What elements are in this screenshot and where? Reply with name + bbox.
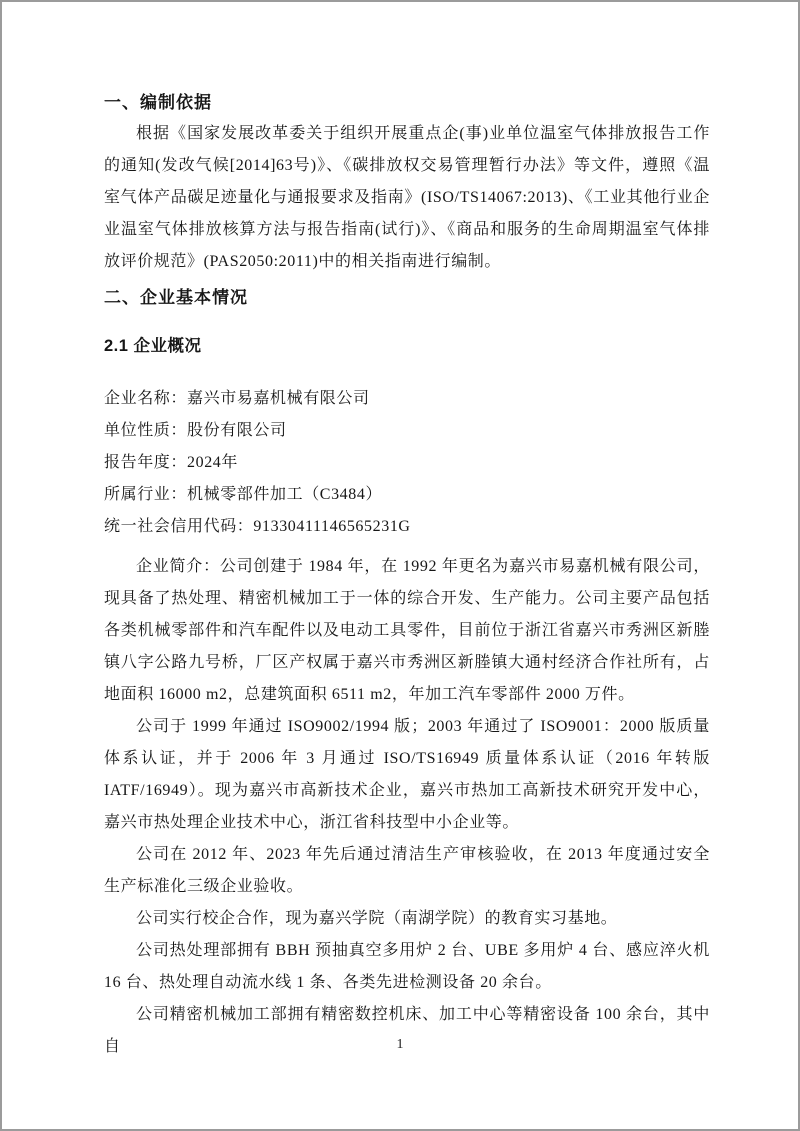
- company-name-line: 企业名称：嘉兴市易嘉机械有限公司: [104, 390, 370, 407]
- section-heading-basis: 一、编制依据: [104, 93, 212, 112]
- paragraph-certifications: 公司于 1999 年通过 ISO9002/1994 版；2003 年通过了 ISO9001：2000 版质量体系认证，并于 2006 年 3 月通过 ISO/TS16949 质量体系认证（2016 年转版 IATF/16949）。现为嘉兴市高新技术企业，嘉兴市热加工高新技术研究开发中心，嘉兴市热处理企业技术中心，浙江省科技型中小企业等。: [104, 718, 710, 831]
- company-info-block: [104, 383, 710, 543]
- section-heading-company-basics: 二、企业基本情况: [104, 288, 248, 307]
- paragraph-school-cooperation: 公司实行校企合作，现为嘉兴学院（南湖学院）的教育实习基地。: [136, 910, 618, 927]
- industry-line: 所属行业：机械零部件加工（C3484）: [104, 486, 383, 503]
- report-year-line: 报告年度：2024年: [104, 454, 239, 471]
- paragraph-heat-treatment-equipment: 公司热处理部拥有 BBH 预抽真空多用炉 2 台、UBE 多用炉 4 台、感应淬火机 16 台、热处理自动流水线 1 条、各类先进检测设备 20 余台。: [104, 942, 710, 991]
- company-nature-line: 单位性质：股份有限公司: [104, 422, 287, 439]
- paragraph-basis: 根据《国家发展改革委关于组织开展重点企(事)业单位温室气体排放报告工作的通知(发改气候[2014]63号)》、《碳排放权交易管理暂行办法》等文件，遵照《温室气体产品碳足迹量化与通报要求及指南》(ISO/TS14067:2013)、《工业其他行业企业温室气体排放核算方法与报告指南(试行)》、《商品和服务的生命周期温室气体排放评价规范》(PAS2050:2011)中的相关指南进行编制。: [104, 125, 710, 270]
- page-number: 1: [396, 1037, 404, 1052]
- credit-code-line: 统一社会信用代码：91330411146565231G: [104, 518, 411, 535]
- paragraph-precision-machining: 公司精密机械加工部拥有精密数控机床、加工中心等精密设备 100 余台，其中自: [104, 1006, 710, 1055]
- paragraph-clean-production: 公司在 2012 年、2023 年先后通过清洁生产审核验收，在 2013 年度通过安全生产标准化三级企业验收。: [104, 846, 710, 895]
- subsection-heading-company-overview: 2.1 企业概况: [104, 337, 202, 355]
- paragraph-company-profile: 企业简介：公司创建于 1984 年，在 1992 年更名为嘉兴市易嘉机械有限公司，现具备了热处理、精密机械加工于一体的综合开发、生产能力。公司主要产品包括各类机械零部件和汽车配件以及电动工具零件，目前位于浙江省嘉兴市秀洲区新塍镇八字公路九号桥，厂区产权属于嘉兴市秀洲区新塍镇大通村经济合作社所有，占地面积 16000 m2，总建筑面积 6511 m2，年加工汽车零部件 2000 万件。: [104, 558, 710, 703]
